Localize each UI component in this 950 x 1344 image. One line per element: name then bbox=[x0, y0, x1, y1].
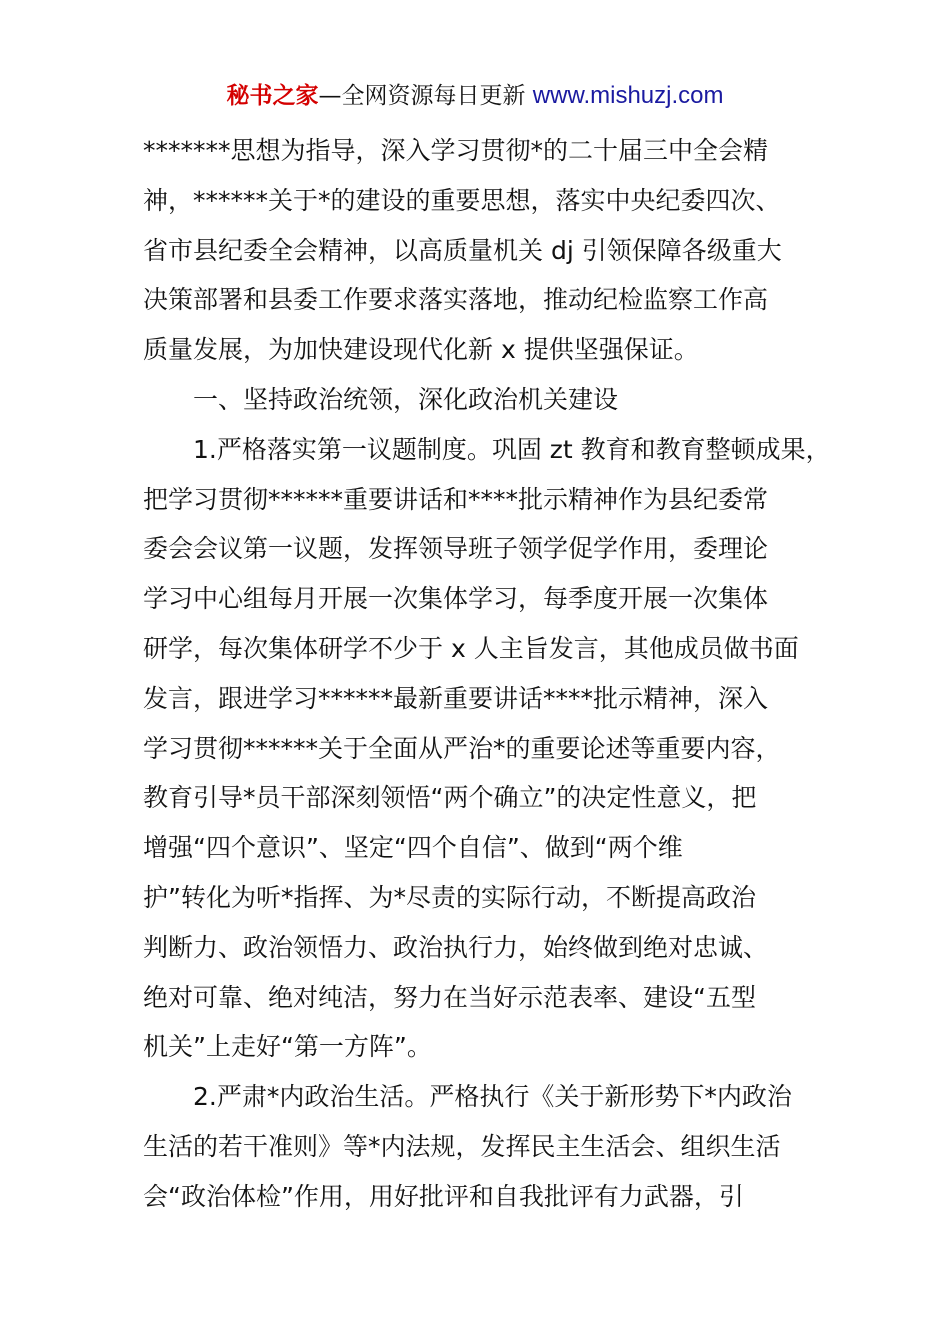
text-line: 神，******关于*的建设的重要思想，落实中央纪委四次、 bbox=[143, 185, 781, 215]
paragraph-item-1 bbox=[143, 425, 831, 1072]
header-tagline: —全网资源每日更新 bbox=[318, 83, 533, 109]
text-line: 机关”上走好“第一方阵”。 bbox=[143, 1032, 432, 1062]
text-line: 1.严格落实第一议题制度。巩固 zt 教育和教育整顿成果， bbox=[193, 434, 831, 464]
text-line: 2.严肃*内政治生活。严格执行《关于新形势下*内政治 bbox=[193, 1082, 792, 1112]
text-line: 委会会议第一议题，发挥领导班子领学促学作用，委理论 bbox=[143, 534, 769, 564]
text-line: 判断力、政治领悟力、政治执行力，始终做到绝对忠诚、 bbox=[143, 932, 769, 962]
text-line: 决策部署和县委工作要求落实落地，推动纪检监察工作高 bbox=[143, 285, 769, 315]
heading-line: 一、坚持政治统领，深化政治机关建设 bbox=[193, 384, 619, 414]
text-line: *******思想为指导，深入学习贯彻*的二十届三中全会精 bbox=[143, 136, 769, 165]
text-line: 省市县纪委全会精神，以高质量机关 dj 引领保障各级重大 bbox=[143, 235, 782, 265]
text-line: 会“政治体检”作用，用好批评和自我批评有力武器，引 bbox=[143, 1181, 744, 1211]
document-body bbox=[143, 126, 831, 1222]
text-line: 教育引导*员干部深刻领悟“两个确立”的决定性意义，把 bbox=[143, 783, 757, 813]
text-line: 发言，跟进学习******最新重要讲话****批示精神，深入 bbox=[143, 683, 769, 713]
section-heading bbox=[143, 375, 823, 425]
site-url-link[interactable]: www.mishuzj.com bbox=[532, 82, 724, 109]
text-line: 生活的若干准则》等*内法规，发挥民主生活会、组织生活 bbox=[143, 1131, 781, 1161]
text-line: 质量发展，为加快建设现代化新 x 提供坚强保证。 bbox=[143, 335, 699, 365]
text-line: 增强“四个意识”、坚定“四个自信”、做到“两个维 bbox=[143, 833, 683, 863]
text-line: 学习中心组每月开展一次集体学习，每季度开展一次集体 bbox=[143, 584, 769, 614]
text-line: 研学，每次集体研学不少于 x 人主旨发言，其他成员做书面 bbox=[143, 633, 799, 663]
text-line: 把学习贯彻******重要讲话和****批示精神作为县纪委常 bbox=[143, 484, 769, 514]
text-line: 护”转化为听*指挥、为*尽责的实际行动，不断提高政治 bbox=[143, 882, 756, 912]
brand-name: 秘书之家 bbox=[226, 83, 319, 109]
paragraph-item-2 bbox=[143, 1072, 823, 1221]
site-header bbox=[0, 78, 950, 114]
text-line: 学习贯彻******关于全面从严治*的重要论述等重要内容， bbox=[143, 733, 781, 763]
text-line: 绝对可靠、绝对纯洁，努力在当好示范表率、建设“五型 bbox=[143, 982, 756, 1012]
paragraph-intro bbox=[143, 126, 823, 375]
